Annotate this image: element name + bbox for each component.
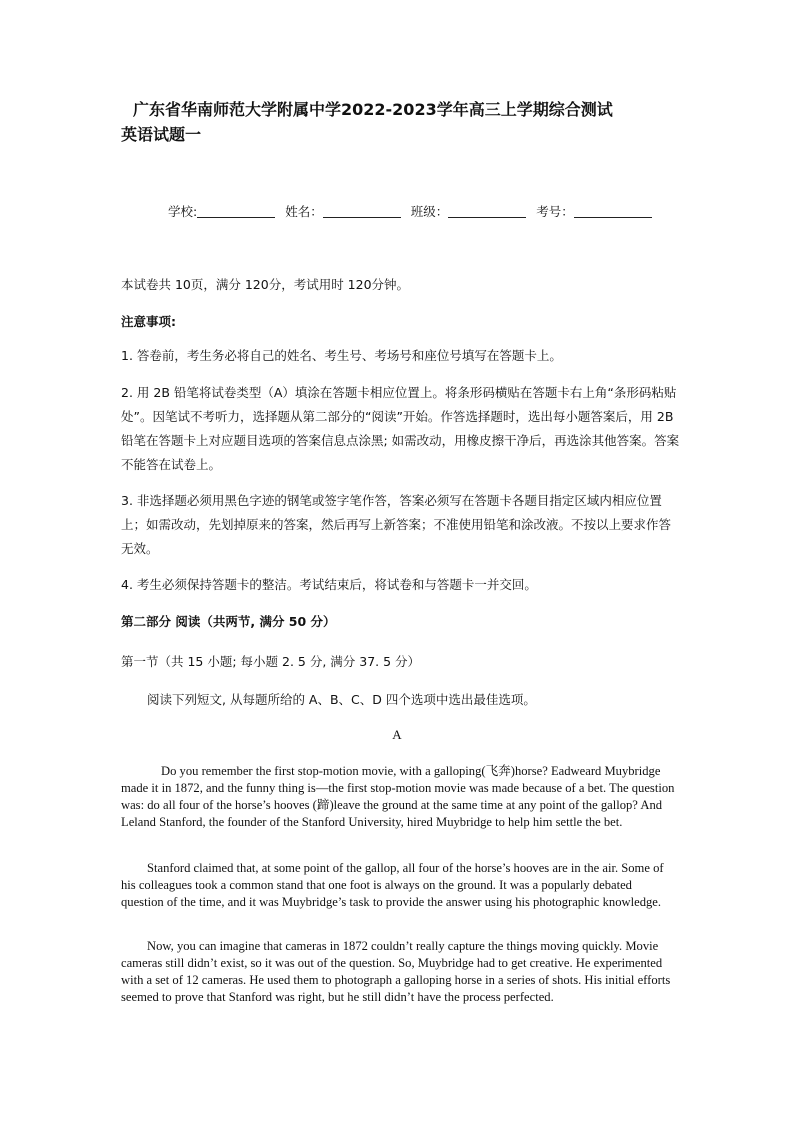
notice-item-4: 4. 考生必须保持答题卡的整洁。考试结束后，将试卷和与答题卡一并交回。: [121, 577, 537, 592]
class-blank[interactable]: [448, 205, 526, 218]
name-blank[interactable]: [323, 205, 401, 218]
name-label: 姓名：: [285, 204, 323, 219]
title-line-2: 英语试题一: [121, 125, 202, 144]
passage-label: A: [392, 727, 402, 742]
passage-paragraph-1: [121, 763, 675, 831]
title-line-1: 广东省华南师范大学附属中学2022-2023学年高三上学期综合测试: [133, 100, 613, 119]
paragraph-1-text: Do you remember the first stop-motion movie, with a galloping(飞奔)horse? Eadweard Muybridge made it in 1872, and the funny thing is—the first stop-motion movie was made because of a bet. The question was: do all four of the horse’s hooves (蹄)leave the ground at the same time at any point of the gallop? And Leland Stanford, the founder of the Stanford University, hired Muybridge to help him settle the bet.: [121, 764, 675, 829]
class-label: 班级：: [410, 204, 449, 219]
notice-item-2: 2. 用 2B 铅笔将试卷类型（A）填涂在答题卡相应位置上。将条形码横贴在答题卡右上角“条形码粘贴处”。因笔试不考听力，选择题从第二部分的“阅读”开始。作答选择题时，选出每小题答案后，用 2B 铅笔在答题卡上对应题目选项的答案信息点涂黑; 如需改动，用橡皮擦干净后，再选涂其他答案。答案不能答在试卷上。: [121, 385, 680, 472]
notice-item-1: 1. 答卷前，考生务必将自己的姓名、考生号、考场号和座位号填写在答题卡上。: [121, 348, 562, 363]
part-heading: 第二部分 阅读（共两节, 满分 50 分）: [121, 614, 336, 629]
passage-paragraph-3: [121, 938, 675, 1006]
school-label: 学校:: [168, 204, 198, 219]
notice-heading: 注意事项:: [121, 314, 176, 329]
paragraph-2-text: Stanford claimed that, at some point of the gallop, all four of the horse’s hooves are in the air. Some of his colleagues took a common stand that one foot is always on the ground. It was a popularly debated question of the time, and it was Muybridge’s task to provide the answer using his photographic knowledge.: [121, 861, 664, 909]
exam-number-blank[interactable]: [574, 205, 652, 218]
section-heading: 第一节（共 15 小题; 每小题 2. 5 分, 满分 37. 5 分）: [121, 654, 421, 669]
reading-instruction: 阅读下列短文, 从每题所给的 A、B、C、D 四个选项中选出最佳选项。: [147, 692, 536, 707]
student-info-fields: [168, 202, 688, 220]
passage-paragraph-2: [121, 860, 675, 911]
paragraph-3-text: Now, you can imagine that cameras in 1872 couldn’t really capture the things moving quickly. Movie cameras still didn’t exist, so it was out of the question. So, Muybridge had to get creative. He experimented with a set of 12 cameras. He used them to photograph a galloping horse in a series of shots. His initial efforts seemed to prove that Stanford was right, but he still didn’t have the process perfected.: [121, 939, 671, 1004]
exam-intro: 本试卷共 10页，满分 120分，考试用时 120分钟。: [121, 277, 410, 292]
notice-item-3: 3. 非选择题必须用黑色字迹的钢笔或签字笔作答，答案必须写在答题卡各题目指定区域内相应位置上；如需改动，先划掉原来的答案，然后再写上新答案；不准使用铅笔和涂改液。不按以上要求作答无效。: [121, 493, 672, 556]
document-title: [121, 97, 681, 147]
exam-number-label: 考号：: [536, 204, 574, 219]
school-blank[interactable]: [197, 205, 275, 218]
